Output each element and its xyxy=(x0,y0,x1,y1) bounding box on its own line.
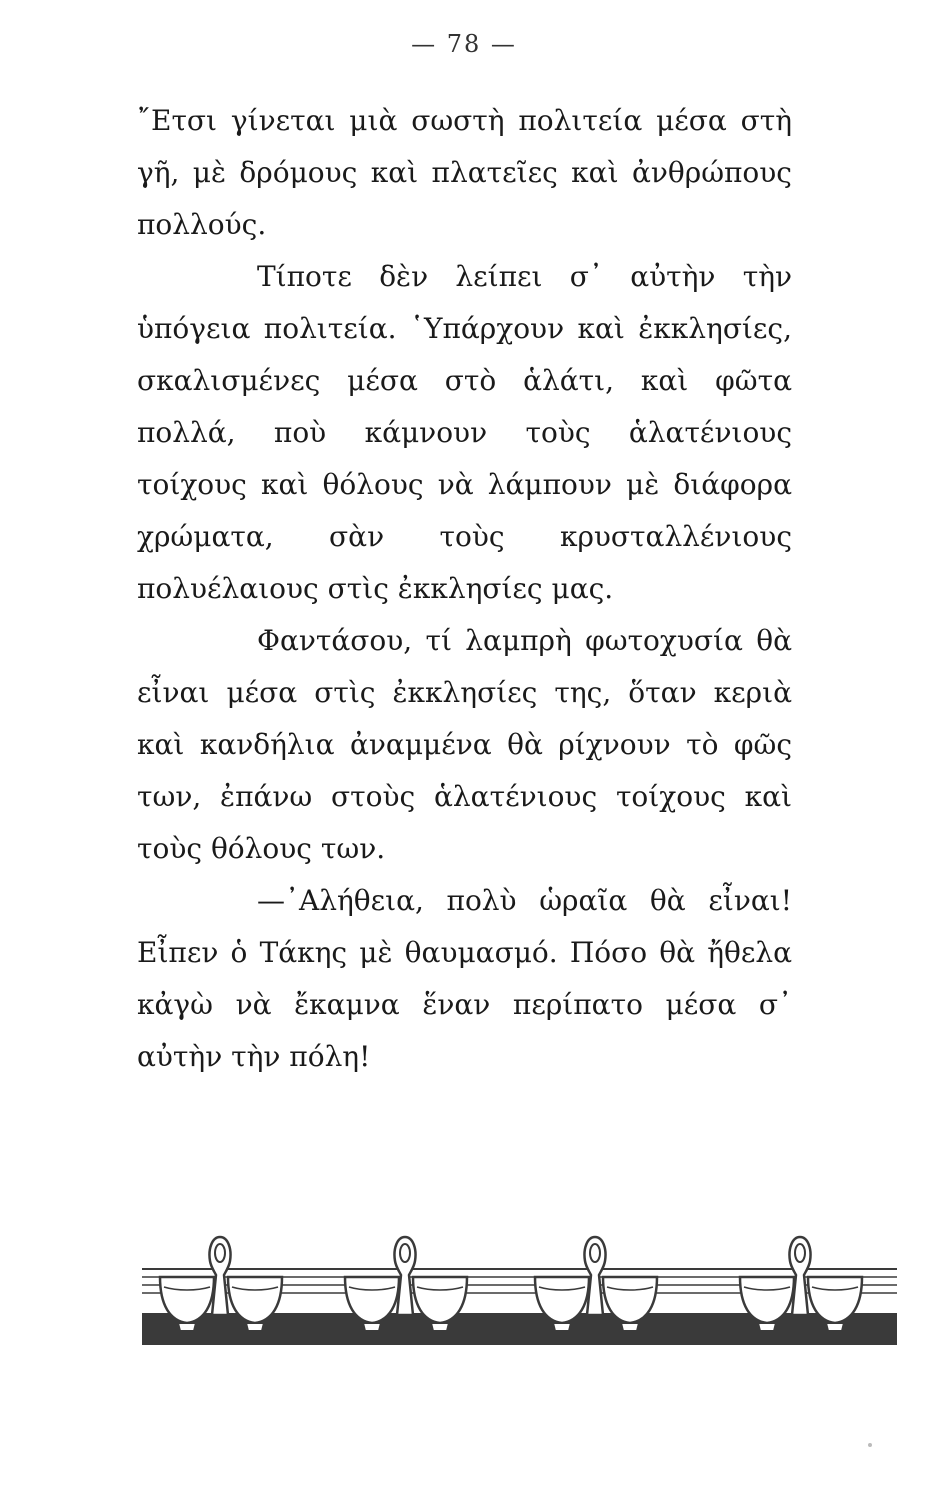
page-number: — 78 — xyxy=(411,30,517,58)
paragraph-3: Φαντάσου, τί λαμπρὴ φωτοχυσία θὰ εἶναι μέσα στὶς ἐκκλησίες της, ὅταν κεριὰ καὶ κανδήλια ἀναμμένα θὰ ρίχνουν τὸ φῶς των, ἐπάνω στοὺς ἁλατένιους τοίχους καὶ τοὺς θόλους των. xyxy=(137,624,792,865)
body-text xyxy=(137,95,792,1083)
oil-lamps-row-icon xyxy=(142,1225,897,1355)
paragraph-1: ῎Ετσι γίνεται μιὰ σωστὴ πολιτεία μέσα στὴ γῆ, μὲ δρόμους καὶ πλατεῖες καὶ ἀνθρώπους πολλούς. xyxy=(137,104,792,241)
paragraph-4: —᾿Αλήθεια, πολὺ ὡραῖα θὰ εἶναι! Εἶπεν ὁ Τάκης μὲ θαυμασμό. Πόσο θὰ ἤθελα κἀγὼ νὰ ἔκαμνα ἕναν περίπατο μέσα σ᾿ αὐτὴν τὴν πόλη! xyxy=(137,884,792,1073)
scan-speck xyxy=(868,1443,872,1447)
paragraph-2: Τίποτε δὲν λείπει σ᾿ αὐτὴν τὴν ὑπόγεια πολιτεία. ῾Υπάρχουν καὶ ἐκκλησίες, σκαλισμένες μέσα στὸ ἁλάτι, καὶ φῶτα πολλά, ποὺ κάμνουν τοὺς ἁλατένιους τοίχους καὶ θόλους νὰ λάμπουν μὲ διάφορα χρώματα, σὰν τοὺς κρυσταλλένιους πολυέλαιους στὶς ἐκκλησίες μας. xyxy=(137,260,792,605)
